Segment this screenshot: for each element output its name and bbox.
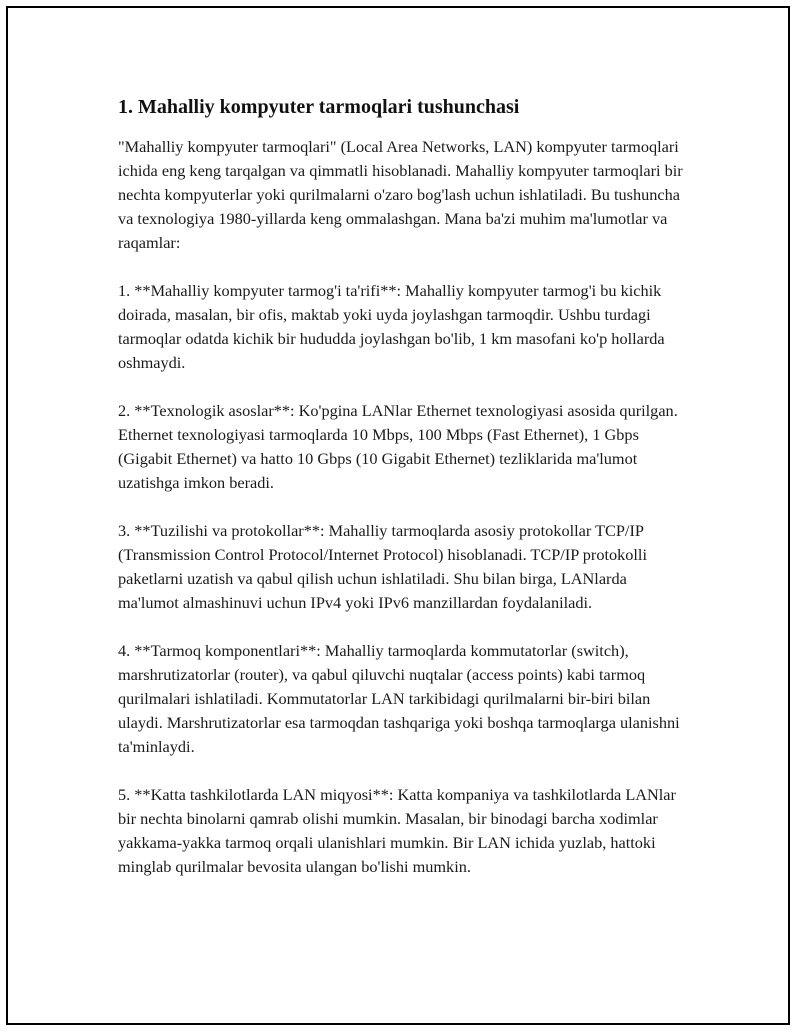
paragraph-protocols: 3. **Tuzilishi va protokollar**: Mahalliy tarmoqlarda asosiy protokollar TCP/IP (Transmission Control Protocol/Internet Protocol) hisoblanadi. TCP/IP protokolli paketlarni uzatish va qabul qilish uchun ishlatiladi. Shu bilan birga, LANlarda ma'lumot almashinuvi uchun IPv4 yoki IPv6 manzillardan foydalaniladi.: [118, 521, 647, 612]
paragraph-scale: 5. **Katta tashkilotlarda LAN miqyosi**: Katta kompaniya va tashkilotlarda LANlar bir nechta binolarni qamrab olishi mumkin. Masalan, bir binodagi barcha xodimlar yakkama-yakka tarmoq orqali ulanishlari mumkin. Bir LAN ichida yuzlab, hattoki minglab qurilmalar bevosita ulangan bo'lishi mumkin.: [118, 785, 676, 876]
paragraph-intro: "Mahalliy kompyuter tarmoqlari" (Local Area Networks, LAN) kompyuter tarmoqlari ichida eng keng tarqalgan va qimmatli hisoblanadi. Mahalliy kompyuter tarmoqlari bir nechta kompyuterlar yoki qurilmalarni o'zaro bog'lash uchun ishlatiladi. Bu tushuncha va texnologiya 1980-yillarda keng ommalashgan. Mana ba'zi muhim ma'lumotlar va raqamlar:: [118, 137, 683, 252]
paragraph-definition: 1. **Mahalliy kompyuter tarmog'i ta'rifi**: Mahalliy kompyuter tarmog'i bu kichik doirada, masalan, bir ofis, maktab yoki uyda joylashgan tarmoqdir. Ushbu turdagi tarmoqlar odatda kichik bir hududda joylashgan bo'lib, 1 km masofani ko'p hollarda oshmaydi.: [118, 281, 665, 372]
document-title: 1. Mahalliy kompyuter tarmoqlari tushunchasi: [118, 96, 520, 118]
paragraph-components: 4. **Tarmoq komponentlari**: Mahalliy tarmoqlarda kommutatorlar (switch), marshrutizatorlar (router), va qabul qiluvchi nuqtalar (access points) kabi tarmoq qurilmalari ishlatiladi. Kommutatorlar LAN tarkibidagi qurilmalarni bir-biri bilan ulaydi. Marshrutizatorlar esa tarmoqdan tashqariga yoki boshqa tarmoqlarga ulanishni ta'minlaydi.: [118, 641, 680, 756]
paragraph-technology: 2. **Texnologik asoslar**: Ko'pgina LANlar Ethernet texnologiyasi asosida qurilgan. Ethernet texnologiyasi tarmoqlarda 10 Mbps, 100 Mbps (Fast Ethernet), 1 Gbps (Gigabit Ethernet) va hatto 10 Gbps (10 Gigabit Ethernet) tezliklarida ma'lumot uzatishga imkon beradi.: [118, 401, 678, 492]
document-body: [118, 95, 688, 879]
